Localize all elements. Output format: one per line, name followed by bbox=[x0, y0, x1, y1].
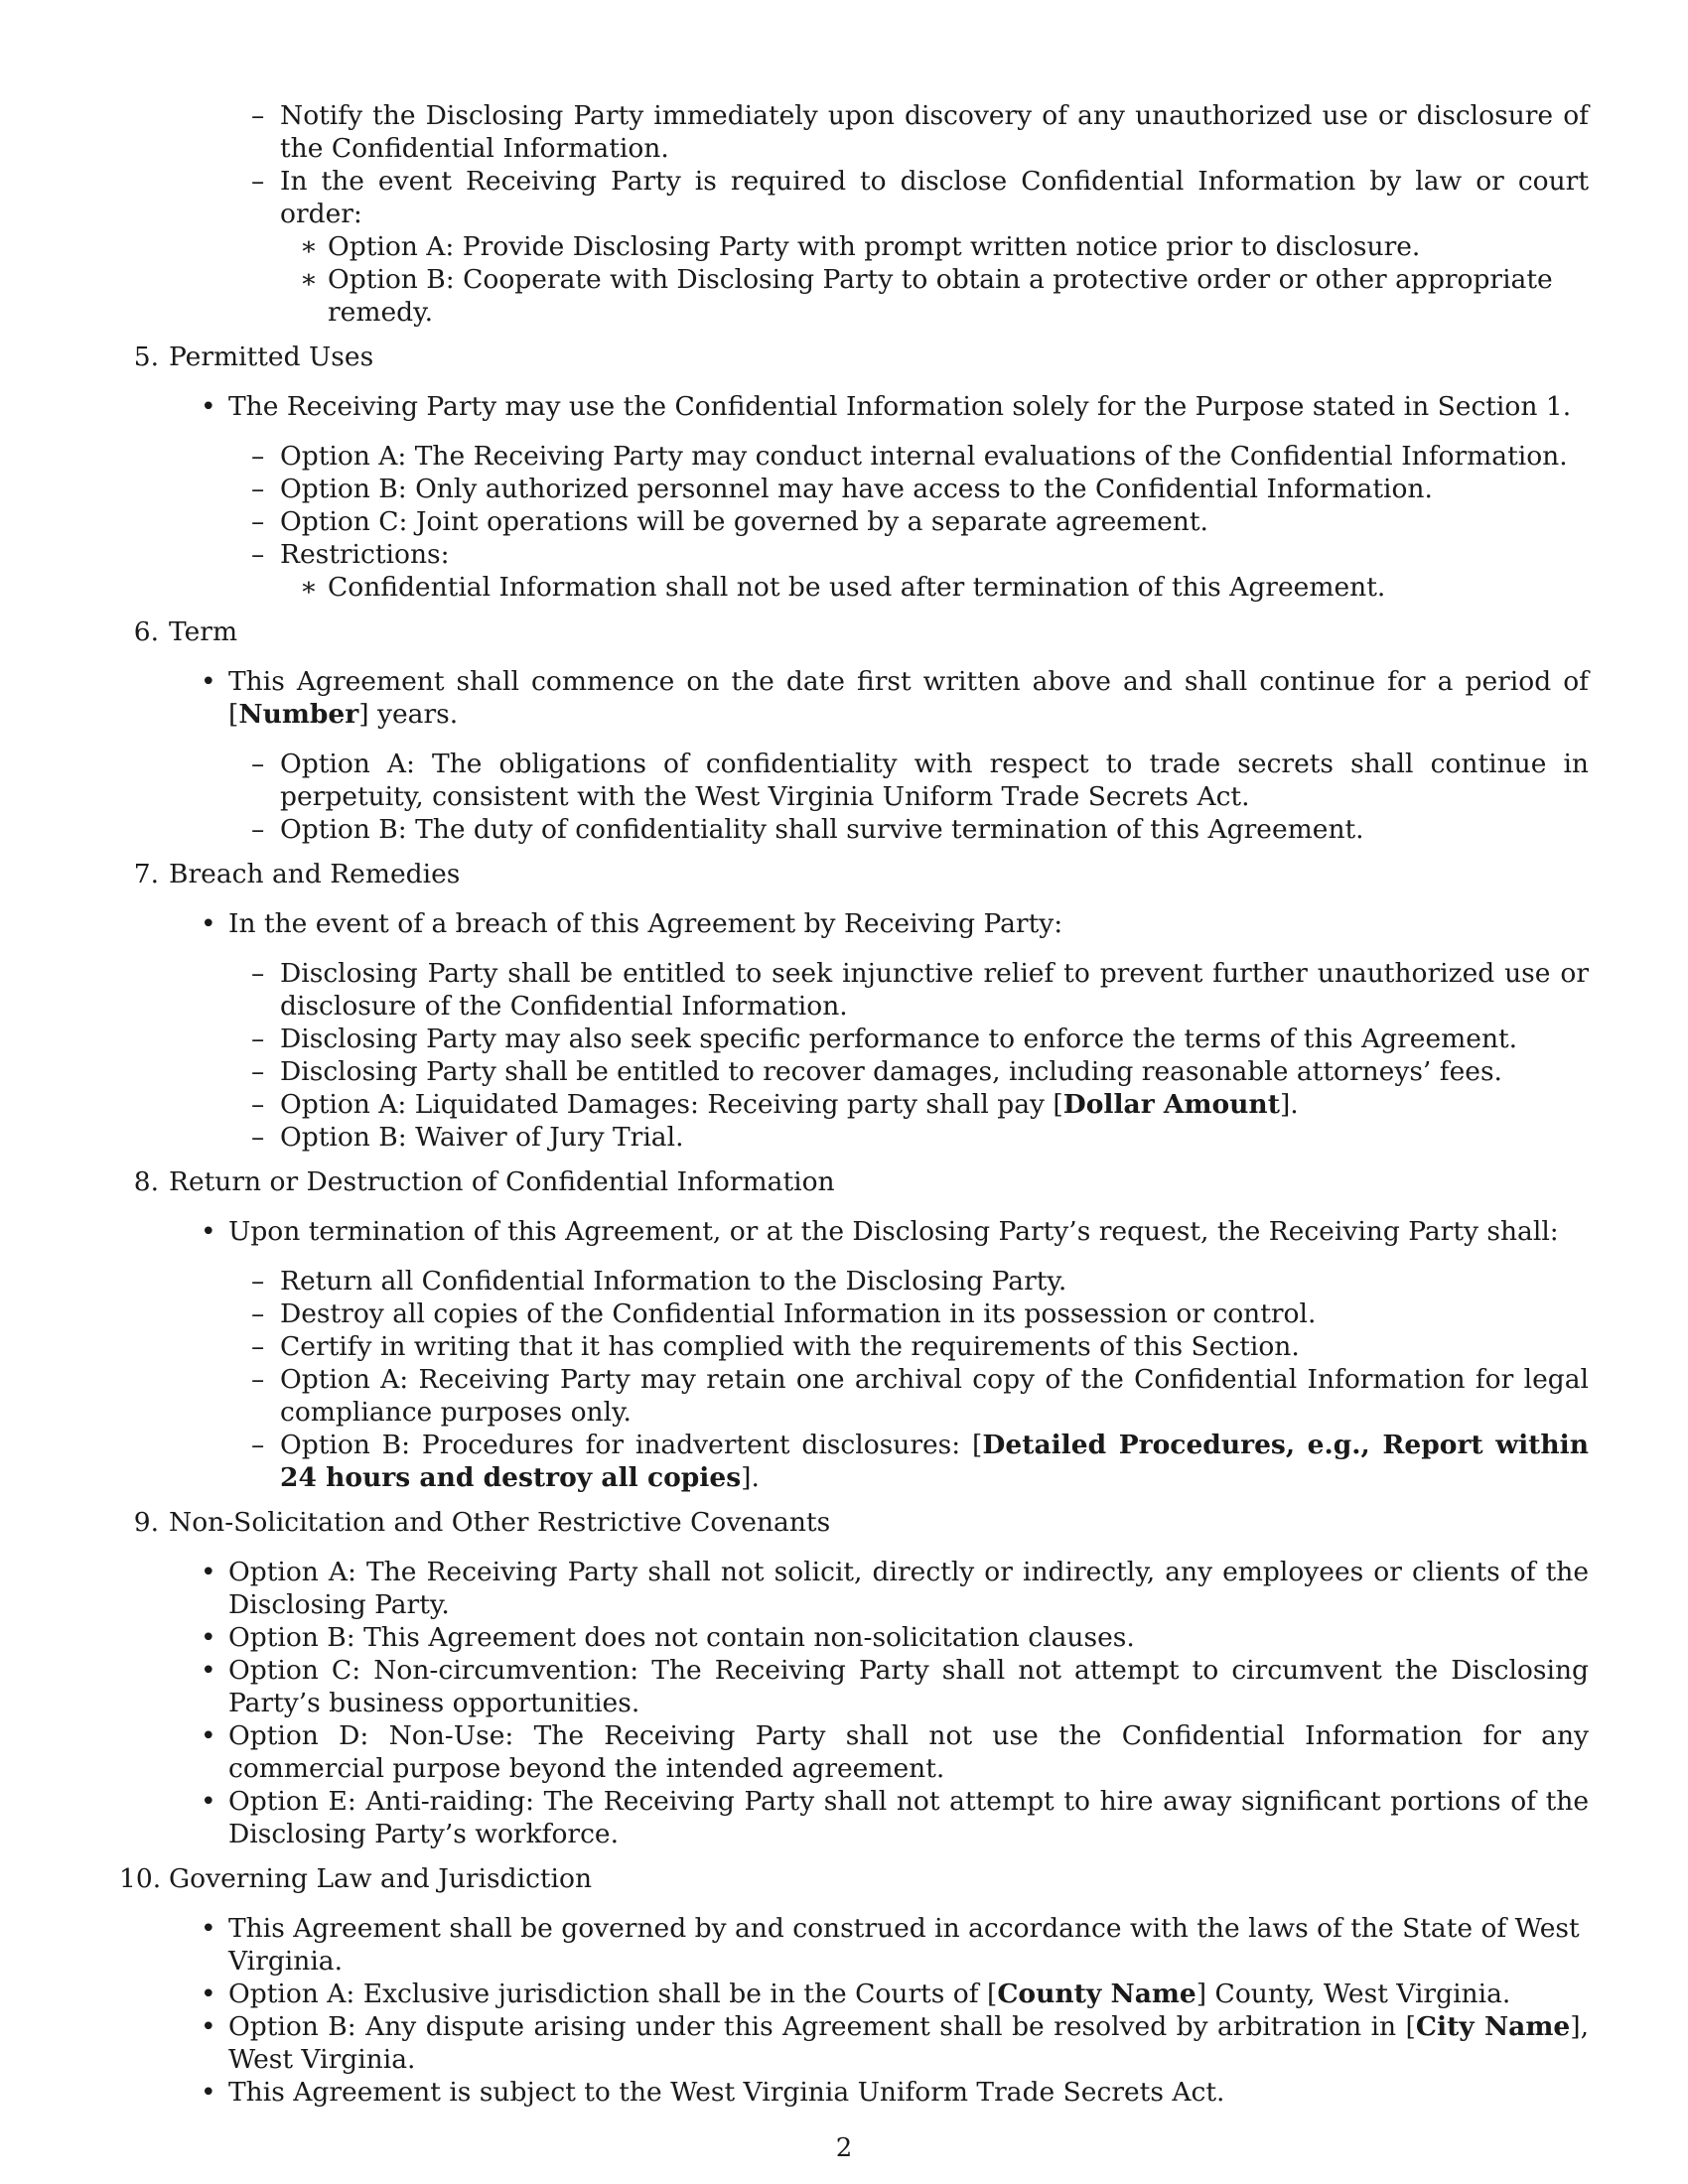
list-item: – Return all Confidential Information to the Disclosing Party. bbox=[251, 1266, 1067, 1297]
dash-marker: – bbox=[251, 474, 265, 504]
section-7 bbox=[119, 858, 1589, 1154]
bullet-marker: • bbox=[201, 1622, 216, 1653]
list-item: • Upon termination of this Agreement, or at the Disclosing Party’s request, the Receiving Party shall: bbox=[201, 1216, 1559, 1247]
list-item: ∗ Option A: Provide Disclosing Party with prompt written notice prior to disclosure. bbox=[300, 231, 1421, 262]
bullet-marker: • bbox=[201, 391, 216, 422]
list-item: – Option A: The Receiving Party may conduct internal evaluations of the Confidential Information. bbox=[251, 441, 1568, 472]
dash-marker: – bbox=[251, 166, 265, 197]
dash-marker: – bbox=[251, 1056, 265, 1087]
list-item: ∗ Option B: Cooperate with Disclosing Party to obtain a protective order or other appropriate remedy. bbox=[300, 264, 1553, 328]
dash-marker: – bbox=[251, 1298, 265, 1329]
list-item: ∗ Confidential Information shall not be used after termination of this Agreement. bbox=[300, 572, 1386, 603]
section-heading: 10. Governing Law and Jurisdiction bbox=[119, 1863, 593, 1894]
asterisk-marker: ∗ bbox=[300, 572, 319, 603]
list-item: – Option B: The duty of confidentiality shall survive termination of this Agreement. bbox=[251, 814, 1364, 845]
bullet-marker: • bbox=[201, 666, 216, 697]
list-item: • This Agreement shall be governed by and construed in accordance with the laws of the State of West Virginia. bbox=[201, 1913, 1580, 1977]
bullet-marker: • bbox=[201, 1979, 216, 2009]
section-6 bbox=[119, 615, 1589, 846]
dash-marker: – bbox=[251, 1430, 265, 1460]
list-item: – Option B: Only authorized personnel may have access to the Confidential Information. bbox=[251, 474, 1433, 504]
list-item: – Disclosing Party shall be entitled to recover damages, including reasonable attorneys’ fees. bbox=[251, 1056, 1502, 1087]
list-item: – Option C: Joint operations will be governed by a separate agreement. bbox=[251, 506, 1208, 537]
page-number: 2 bbox=[835, 2133, 853, 2163]
list-item: – Option A: The obligations of confidentiality with respect to trade secrets shall continue in perpetuity, consistent with the West Virginia Uniform Trade Secrets Act. bbox=[251, 749, 1589, 812]
dash-marker: – bbox=[251, 814, 265, 845]
dash-marker: – bbox=[251, 749, 265, 779]
bullet-marker: • bbox=[201, 2077, 216, 2108]
list-item: – In the event Receiving Party is required to disclose Confidential Information by law or court order: bbox=[251, 166, 1589, 229]
dash-marker: – bbox=[251, 539, 265, 570]
list-item: • The Receiving Party may use the Confidential Information solely for the Purpose stated in Section 1. bbox=[201, 391, 1572, 422]
bullet-marker: • bbox=[201, 1720, 216, 1751]
dash-marker: – bbox=[251, 1122, 265, 1153]
dash-marker: – bbox=[251, 506, 265, 537]
list-item: – Option B: Waiver of Jury Trial. bbox=[251, 1122, 684, 1153]
section-9 bbox=[119, 1506, 1589, 1850]
list-item: – Destroy all copies of the Confidential Information in its possession or control. bbox=[251, 1298, 1317, 1329]
dash-marker: – bbox=[251, 958, 265, 989]
asterisk-marker: ∗ bbox=[300, 264, 319, 295]
list-item: – Certify in writing that it has complied with the requirements of this Section. bbox=[251, 1331, 1300, 1362]
list-item: • In the event of a breach of this Agreement by Receiving Party: bbox=[201, 908, 1063, 939]
section-10 bbox=[119, 1862, 1589, 2109]
list-item: • Option C: Non-circumvention: The Receiving Party shall not attempt to circumvent the Disclosing Party’s business opportunities. bbox=[201, 1655, 1589, 1718]
list-item: • Option B: Any dispute arising under this Agreement shall be resolved by arbitration in [City Name], West Virginia. bbox=[201, 2011, 1589, 2075]
list-item: – Disclosing Party may also seek specific performance to enforce the terms of this Agreement. bbox=[251, 1024, 1518, 1054]
section-4-continuation bbox=[119, 99, 1589, 329]
dash-marker: – bbox=[251, 1089, 265, 1120]
list-item: • This Agreement is subject to the West Virginia Uniform Trade Secrets Act. bbox=[201, 2077, 1225, 2108]
list-item: • Option B: This Agreement does not contain non-solicitation clauses. bbox=[201, 1622, 1135, 1653]
section-8 bbox=[119, 1165, 1589, 1494]
bullet-marker: • bbox=[201, 1655, 216, 1686]
list-item: • Option A: Exclusive jurisdiction shall be in the Courts of [County Name] County, West Virginia. bbox=[201, 1979, 1511, 2009]
asterisk-marker: ∗ bbox=[300, 231, 319, 262]
document-content bbox=[119, 99, 1589, 2109]
list-item: – Option A: Receiving Party may retain one archival copy of the Confidential Information for legal compliance purposes only. bbox=[251, 1364, 1589, 1428]
bullet-marker: • bbox=[201, 1216, 216, 1247]
dash-marker: – bbox=[251, 100, 265, 131]
bullet-marker: • bbox=[201, 1557, 216, 1587]
dash-marker: – bbox=[251, 1331, 265, 1362]
dash-marker: – bbox=[251, 1266, 265, 1297]
list-item: • This Agreement shall commence on the date first written above and shall continue for a period of [Number] years. bbox=[201, 666, 1589, 730]
bullet-marker: • bbox=[201, 1913, 216, 1944]
list-item: – Disclosing Party shall be entitled to seek injunctive relief to prevent further unauthorized use or disclosure of the Confidential Information. bbox=[251, 958, 1589, 1022]
bullet-marker: • bbox=[201, 908, 216, 939]
section-heading: 8. Return or Destruction of Confidential Information bbox=[133, 1166, 835, 1197]
list-item: – Notify the Disclosing Party immediately upon discovery of any unauthorized use or disclosure of the Confidential Information. bbox=[251, 100, 1589, 164]
list-item: – Option A: Liquidated Damages: Receiving party shall pay [Dollar Amount]. bbox=[251, 1089, 1299, 1120]
list-item: – Option B: Procedures for inadvertent disclosures: [Detailed Procedures, e.g., Report within 24 hours and destroy all copies]. bbox=[251, 1430, 1589, 1493]
dash-marker: – bbox=[251, 1024, 265, 1054]
dash-marker: – bbox=[251, 441, 265, 472]
list-item: • Option D: Non-Use: The Receiving Party shall not use the Confidential Information for any commercial purpose beyond the intended agreement. bbox=[201, 1720, 1589, 1784]
section-heading: 6. Term bbox=[133, 616, 238, 647]
section-heading: 9. Non-Solicitation and Other Restrictive Covenants bbox=[133, 1507, 831, 1538]
dash-marker: – bbox=[251, 1364, 265, 1395]
section-heading: 7. Breach and Remedies bbox=[133, 859, 461, 889]
section-5 bbox=[119, 341, 1589, 604]
section-heading: 5. Permitted Uses bbox=[133, 341, 374, 372]
list-item: • Option A: The Receiving Party shall not solicit, directly or indirectly, any employees or clients of the Disclosing Party. bbox=[201, 1557, 1589, 1620]
list-item: • Option E: Anti-raiding: The Receiving Party shall not attempt to hire away significant portions of the Disclosing Party’s workforce. bbox=[201, 1786, 1589, 1849]
bullet-marker: • bbox=[201, 1786, 216, 1817]
list-item: – Restrictions: bbox=[251, 539, 450, 570]
bullet-marker: • bbox=[201, 2011, 216, 2042]
